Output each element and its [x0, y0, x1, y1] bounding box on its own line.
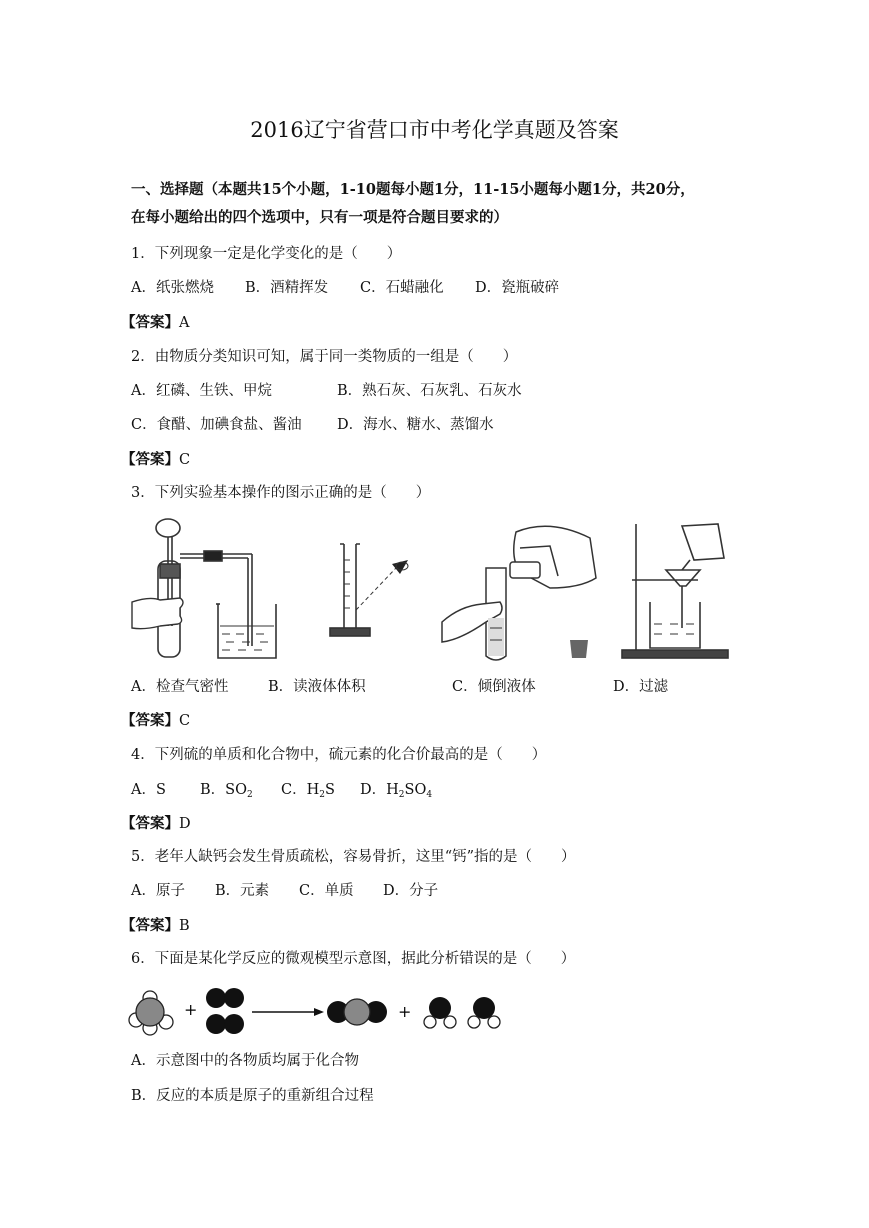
q5-stem: 5．老年人缺钙会发生骨质疏松，容易骨折，这里“钙”指的是（ ） [131, 849, 576, 865]
q4-answer [121, 814, 191, 834]
q5-option-d: D．分子 [383, 883, 439, 899]
section-heading-line2: 在每小题给出的四个选项中，只有一项是符合题目要求的） [131, 209, 508, 226]
q2-answer-value: C [179, 452, 191, 468]
q4-option-c-sub: 2 [319, 790, 325, 800]
q4-option-d-mid: SO [404, 782, 427, 798]
q3-option-b: B．读液体体积 [268, 679, 366, 695]
q1-stem: 1．下列现象一定是化学变化的是（ ） [131, 246, 402, 262]
q5-option-b: B．元素 [215, 883, 270, 899]
plus-sign-1: + [184, 1000, 198, 1019]
answer-label: 【答案】 [121, 451, 179, 468]
q1-option-d: D．瓷瓶破碎 [475, 280, 560, 296]
q5-answer-value: B [179, 918, 190, 934]
q4-option-b-text: B．SO [200, 782, 247, 798]
q4-option-d-text: D．H [360, 782, 399, 798]
q4-option-d [360, 780, 432, 805]
q3-option-a: A．检查气密性 [131, 679, 229, 695]
q1-option-c: C．石蜡融化 [360, 280, 444, 296]
figure-reaction-model [128, 982, 508, 1038]
q2-option-b: B．熟石灰、石灰乳、石灰水 [337, 383, 522, 399]
q3-stem: 3．下列实验基本操作的图示正确的是（ ） [131, 485, 431, 501]
answer-label: 【答案】 [121, 815, 179, 832]
q5-option-c: C．单质 [299, 883, 354, 899]
figure-airtightness-check [130, 516, 280, 662]
q1-answer [121, 313, 189, 333]
q3-option-c: C．倾倒液体 [452, 679, 536, 695]
q4-option-d-sub1: 2 [398, 790, 405, 800]
q4-stem: 4．下列硫的单质和化合物中，硫元素的化合价最高的是（ ） [131, 747, 547, 763]
q1-answer-value: A [179, 315, 190, 331]
q4-option-b [200, 780, 253, 805]
q6-option-a: A．示意图中的各物质均属于化合物 [131, 1053, 359, 1069]
q4-option-d-sub2: 4 [426, 790, 433, 800]
figure-read-volume [326, 540, 426, 640]
figure-filtration [620, 518, 740, 660]
q1-option-a: A．纸张燃烧 [131, 280, 214, 296]
q4-option-c [281, 780, 335, 805]
q3-answer-value: C [179, 713, 191, 729]
q2-option-d: D．海水、糖水、蒸馏水 [337, 417, 494, 433]
q2-option-c: C．食醋、加碘食盐、酱油 [131, 417, 302, 433]
q5-option-a: A．原子 [131, 883, 185, 899]
plus-sign-2: + [398, 1002, 412, 1021]
q2-stem: 2．由物质分类知识可知，属于同一类物质的一组是（ ） [131, 349, 518, 365]
q4-option-c-text: C．H [281, 782, 320, 798]
q3-answer [121, 711, 190, 731]
q2-answer [121, 450, 190, 470]
q1-option-b: B．酒精挥发 [245, 280, 329, 296]
q2-option-a: A．红磷、生铁、甲烷 [131, 383, 272, 399]
figure-pour-liquid [440, 518, 600, 662]
answer-label: 【答案】 [121, 712, 179, 729]
q4-option-a: A．S [131, 782, 166, 798]
q3-option-d: D．过滤 [613, 679, 669, 695]
q6-stem: 6．下面是某化学反应的微观模型示意图，据此分析错误的是（ ） [131, 951, 576, 967]
q4-option-b-sub: 2 [246, 790, 253, 800]
q6-option-b: B．反应的本质是原子的重新组合过程 [131, 1088, 374, 1104]
page-title: 2016辽宁省营口市中考化学真题及答案 [250, 118, 619, 142]
q4-option-c-suffix: S [324, 782, 335, 798]
q5-answer [121, 916, 190, 936]
section-heading-line1: 一、选择题（本题共15个小题，1-10题每小题1分，11-15小题每小题1分，共20分， [131, 181, 695, 198]
q4-answer-value: D [179, 816, 191, 832]
answer-label: 【答案】 [121, 314, 179, 331]
answer-label: 【答案】 [121, 917, 179, 934]
